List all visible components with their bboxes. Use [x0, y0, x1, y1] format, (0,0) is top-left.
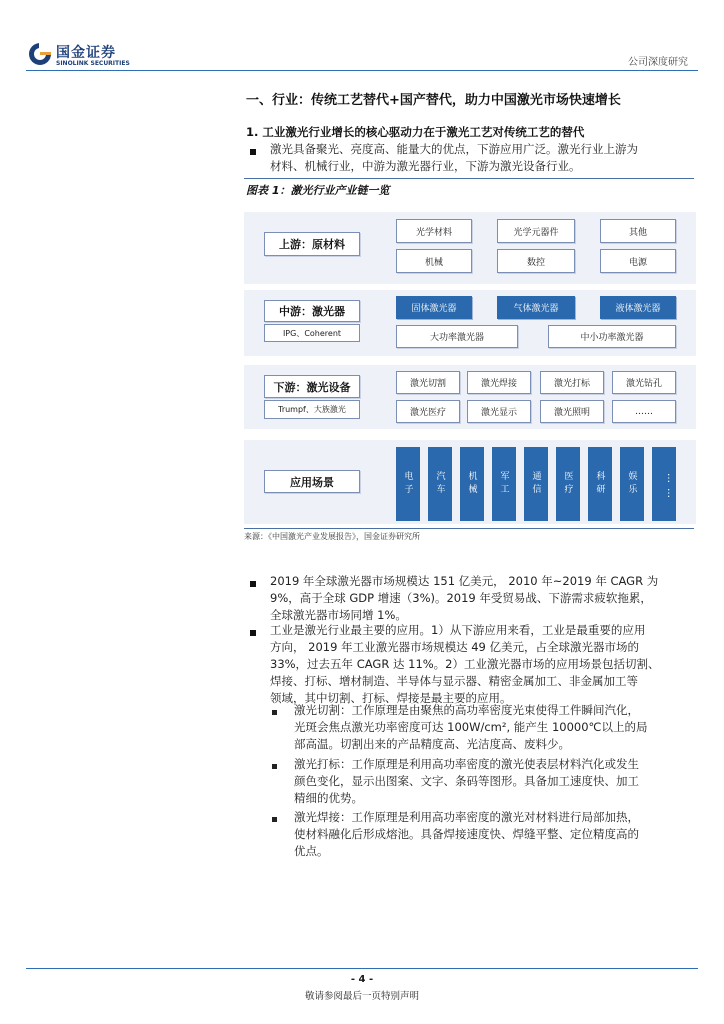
- section-title: 一、行业：传统工艺替代+国产替代，助力中国激光市场快速增长: [246, 93, 621, 108]
- figure-bottom-rule: [244, 528, 694, 529]
- text-line: 全球激光器市场同增 1%。: [270, 608, 407, 622]
- application-column: 科研: [588, 447, 612, 521]
- company-logo: [24, 40, 132, 72]
- application-column: 军工: [492, 447, 516, 521]
- application-column: 娱乐: [620, 447, 644, 521]
- logo-text-en: SINOLINK SECURITIES: [56, 60, 130, 67]
- equipment-item: 激光显示: [467, 400, 531, 423]
- downstream-companies: Trumpf、大族激光: [264, 400, 360, 419]
- text-line: 使材料融化后形成熔池。具备焊接速度快、焊缝平整、定位精度高的: [294, 827, 639, 841]
- equipment-item: 激光钻孔: [612, 371, 676, 394]
- logo-text-cn: 国金证券: [56, 45, 116, 61]
- text-line: 激光具备聚光、亮度高、能量大的优点，下游应用广泛。激光行业上游为: [270, 142, 638, 156]
- text-line: 工业是激光行业最主要的应用。1）从下游应用来看，工业是最重要的应用: [270, 623, 646, 637]
- sub-bullet-icon: [272, 817, 277, 822]
- application-column: 电子: [396, 447, 420, 521]
- laser-type-item: 气体激光器: [497, 296, 575, 319]
- text-line: 材料、机械行业，中游为激光器行业，下游为激光设备行业。: [270, 159, 581, 173]
- equipment-item: 激光打标: [540, 371, 604, 394]
- bullet-icon: [250, 149, 256, 155]
- application-column-more: ……: [652, 447, 676, 521]
- upstream-item: 机械: [396, 249, 472, 273]
- text-line: 颜色变化，显示出图案、文字、条码等图形。具备加工速度快、加工: [294, 774, 639, 788]
- logo-emblem-icon: [28, 42, 52, 66]
- laser-type-item: 固体激光器: [396, 296, 472, 319]
- application-column: 通信: [524, 447, 548, 521]
- application-column: 机械: [460, 447, 484, 521]
- laser-power-item: 大功率激光器: [396, 325, 518, 348]
- figure-source: 来源：《中国激光产业发展报告》，国金证券研究所: [244, 532, 420, 541]
- laser-type-item: 液体激光器: [600, 296, 676, 319]
- laser-power-item: 中小功率激光器: [548, 325, 676, 348]
- text-line: 方向， 2019 年工业激光器市场规模达 49 亿美元，占全球激光器市场的: [270, 640, 640, 654]
- text-line: 焊接、打标、增材制造、半导体与显示器、精密金属加工、非金属加工等: [270, 674, 638, 688]
- footer-divider: [26, 968, 698, 969]
- application-column: 医疗: [556, 447, 580, 521]
- text-line: 激光打标：工作原理是利用高功率密度的激光使表层材料汽化或发生: [294, 757, 639, 771]
- text-line: 激光切割：工作原理是由聚焦的高功率密度光束使得工件瞬间汽化，: [294, 703, 639, 717]
- application-label: 应用场景: [264, 470, 360, 493]
- subsection-title: 1. 工业激光行业增长的核心驱动力在于激光工艺对传统工艺的替代: [246, 125, 585, 139]
- text-line: 33%，过去五年 CAGR 达 11%。2）工业激光器市场的应用场景包括切割、: [270, 657, 660, 671]
- bullet-icon: [250, 581, 256, 587]
- equipment-item: 激光切割: [396, 371, 460, 394]
- equipment-item: ……: [612, 400, 676, 423]
- upstream-item: 电源: [600, 249, 676, 273]
- text-line: 光斑会焦点激光功率密度可达 100W/cm², 能产生 10000℃以上的局: [294, 720, 648, 734]
- downstream-label: 下游：激光设备: [264, 375, 360, 398]
- industrial-application-paragraph: [270, 622, 690, 707]
- header-divider: [26, 70, 698, 71]
- equipment-item: 激光焊接: [467, 371, 531, 394]
- laser-marking-paragraph: [294, 756, 690, 807]
- intro-paragraph: [270, 141, 690, 175]
- upstream-item: 其他: [600, 219, 676, 243]
- text-line: 部高温。切割出来的产品精度高、光洁度高、废料少。: [294, 737, 570, 751]
- figure-top-rule: [244, 178, 694, 179]
- application-column: 汽车: [428, 447, 452, 521]
- midstream-companies: IPG、Coherent: [264, 324, 360, 342]
- disclaimer-note: 敬请参阅最后一页特别声明: [304, 991, 419, 1002]
- text-line: 精细的优势。: [294, 791, 363, 805]
- market-size-paragraph: [270, 573, 690, 624]
- laser-cutting-paragraph: [294, 702, 690, 753]
- upstream-label: 上游：原材料: [264, 232, 360, 256]
- text-line: 9%，高于全球 GDP 增速（3%)。2019 年受贸易战、下游需求疲软拖累，: [270, 591, 652, 605]
- page-number: - 4 -: [350, 974, 374, 985]
- document-type: 公司深度研究: [628, 57, 688, 68]
- midstream-label: 中游：激光器: [264, 300, 360, 322]
- bullet-icon: [250, 630, 256, 636]
- upstream-item: 光学材料: [396, 219, 472, 243]
- figure-title: 图表 1：激光行业产业链一览: [246, 184, 390, 197]
- upstream-item: 光学元器件: [497, 219, 575, 243]
- equipment-item: 激光医疗: [396, 400, 460, 423]
- laser-welding-paragraph: [294, 809, 690, 860]
- upstream-item: 数控: [497, 249, 575, 273]
- text-line: 优点。: [294, 844, 329, 858]
- text-line: 激光焊接：工作原理是利用高功率密度的激光对材料进行局部加热，: [294, 810, 639, 824]
- text-line: 领域，其中切割、打标、焊接是最主要的应用。: [270, 691, 512, 705]
- text-line: 2019 年全球激光器市场规模达 151 亿美元， 2010 年~2019 年 CAGR 为: [270, 574, 659, 588]
- equipment-item: 激光照明: [540, 400, 604, 423]
- sub-bullet-icon: [272, 764, 277, 769]
- sub-bullet-icon: [272, 710, 277, 715]
